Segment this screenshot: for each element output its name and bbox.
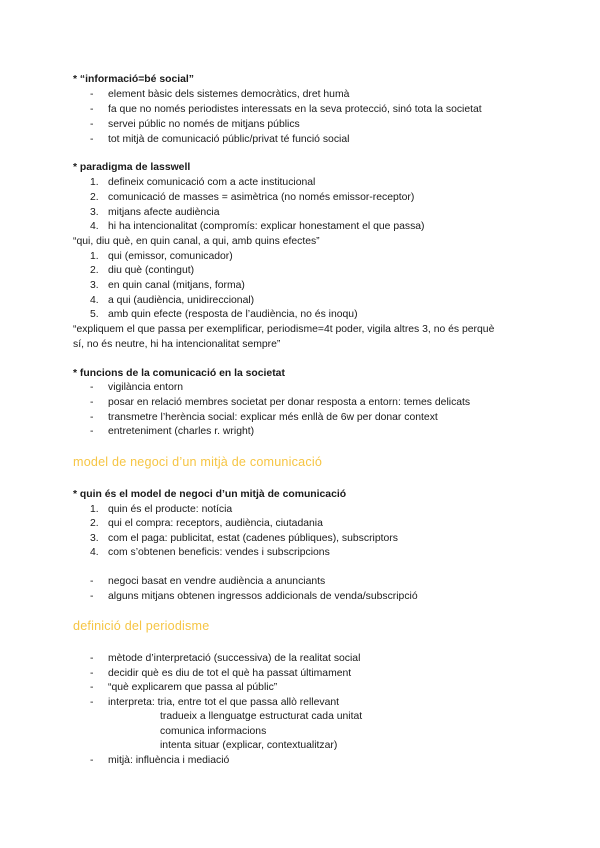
bullet-dash: - [90,382,94,393]
list-item: interpreta: tria, entre tot el que passa allò rellevant [108,697,340,708]
note-line-1: “expliquem el que passa per exemplificar, periodisme=4t poder, vigila altres 3, no és perquè [73,324,495,335]
list-item: decidir què es diu de tot el què ha passat últimament [108,668,352,679]
bullet-dash: - [90,426,94,437]
list-item: qui el compra: receptors, audiència, ciutadania [108,518,323,529]
section-heading-model-negoci: * quin és el model de negoci d’un mitjà de comunicació [73,489,347,500]
list-item: tot mitjà de comunicació públic/privat té funció social [108,134,350,145]
list-item: en quin canal (mitjans, forma) [108,280,245,291]
section-title-model-negoci: model de negoci d’un mitjà de comunicació [73,455,323,469]
section-heading-lasswell: * paradigma de lasswell [73,162,191,173]
list-item: quin és el producte: notícia [108,504,233,515]
list-item: mitjà: influència i mediació [108,755,230,766]
list-item: entreteniment (charles r. wright) [108,426,255,437]
list-item: “què explicarem que passa al públic” [108,682,278,693]
section-heading-informacio: * “informació=bé social” [73,74,194,85]
list-item: mitjans afecte audiència [108,207,220,218]
list-number: 2. [90,518,99,529]
list-number: 4. [90,547,99,558]
bullet-dash: - [90,119,94,130]
list-number: 1. [90,251,99,262]
list-item: com s’obtenen beneficis: vendes i subscripcions [108,547,330,558]
bullet-dash: - [90,653,94,664]
list-number: 1. [90,504,99,515]
list-number: 4. [90,295,99,306]
list-number: 3. [90,207,99,218]
list-item: alguns mitjans obtenen ingressos addicionals de venda/subscripció [108,591,418,602]
list-number: 3. [90,280,99,291]
bullet-dash: - [90,412,94,423]
list-number: 5. [90,309,99,320]
bullet-dash: - [90,755,94,766]
note-line-2: sí, no és neutre, hi ha intencionalitat sempre” [73,339,281,350]
list-item: diu què (contingut) [108,265,195,276]
list-item: element bàsic dels sistemes democràtics, dret humà [108,89,350,100]
bullet-dash: - [90,134,94,145]
bullet-dash: - [90,576,94,587]
list-number: 4. [90,221,99,232]
list-item: hi ha intencionalitat (compromís: explicar honestament el que passa) [108,221,425,232]
bullet-dash: - [90,104,94,115]
bullet-dash: - [90,397,94,408]
list-item: vigilància entorn [108,382,184,393]
list-item: defineix comunicació com a acte institucional [108,177,316,188]
list-item: a qui (audiència, unidireccional) [108,295,255,306]
list-item: com el paga: publicitat, estat (cadenes públiques), subscriptors [108,533,398,544]
sub-item: intenta situar (explicar, contextualitzar) [160,740,338,751]
sub-item: comunica informacions [160,726,267,737]
list-item: qui (emissor, comunicador) [108,251,233,262]
list-item: negoci basat en vendre audiència a anunciants [108,576,326,587]
bullet-dash: - [90,697,94,708]
list-item: fa que no només periodistes interessats en la seva protecció, sinó tota la societat [108,104,482,115]
section-heading-funcions: * funcions de la comunicació en la societat [73,368,285,379]
list-item: transmetre l’herència social: explicar més enllà de 6w per donar context [108,412,438,423]
bullet-dash: - [90,591,94,602]
bullet-dash: - [90,682,94,693]
bullet-dash: - [90,668,94,679]
list-item: mètode d’interpretació (successiva) de la realitat social [108,653,361,664]
list-number: 2. [90,265,99,276]
list-number: 2. [90,192,99,203]
list-number: 3. [90,533,99,544]
list-item: servei públic no només de mitjans públics [108,119,300,130]
sub-item: tradueix a llenguatge estructurat cada unitat [160,711,363,722]
quote-line: “qui, diu què, en quin canal, a qui, amb quins efectes” [73,236,320,247]
list-number: 1. [90,177,99,188]
list-item: amb quin efecte (resposta de l’audiència, no és inoqu) [108,309,358,320]
list-item: posar en relació membres societat per donar resposta a entorn: temes delicats [108,397,471,408]
bullet-dash: - [90,89,94,100]
section-title-definicio: definició del periodisme [73,619,210,633]
list-item: comunicació de masses = asimètrica (no només emissor-receptor) [108,192,415,203]
